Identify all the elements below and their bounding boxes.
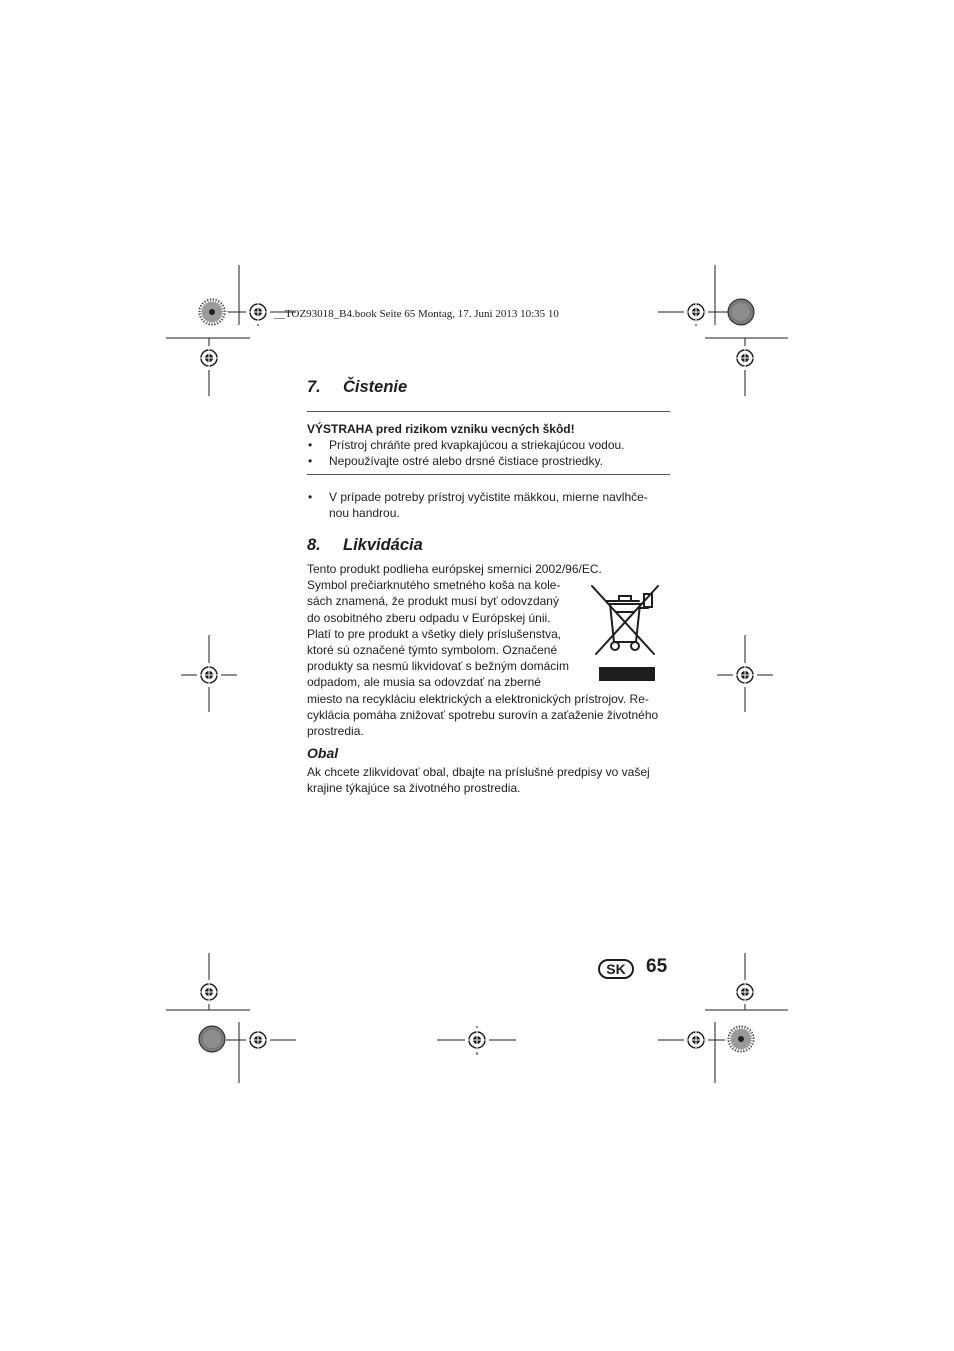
print-file-info: __TOZ93018_B4.book Seite 65 Montag, 17. Juni 2013 10:35 10 bbox=[274, 308, 559, 320]
packaging-paragraph: Ak chcete zlikvidovať obal, dbajte na príslušné predpisy vo vašej krajine týkajúce sa životného prostredia. bbox=[307, 765, 650, 796]
warning-box bbox=[307, 421, 670, 470]
warning-bottom-rule bbox=[307, 474, 670, 475]
warning-top-rule bbox=[307, 411, 670, 412]
warning-item: • Nepoužívajte ostré alebo drsné čistiace prostriedky. bbox=[308, 454, 603, 469]
section-7-number: 7. bbox=[307, 378, 321, 396]
warning-title: VÝSTRAHA pred rizikom vzniku vecných škôd! bbox=[307, 422, 575, 436]
packaging-heading: Obal bbox=[307, 745, 339, 761]
warning-item: • Prístroj chráňte pred kvapkajúcou a striekajúcou vodou. bbox=[308, 438, 625, 453]
disposal-paragraph: Tento produkt podlieha európskej smernici 2002/96/EC. Symbol prečiarknutého smetného koša na kole- sách znamená, že produkt musí byť odovzdaný do osobitného zberu odpadu v Európskej únii. Platí to pre produkt a všetky diely príslušenstva, ktoré sú označené týmto symbolom. Označené produkty sa nesmú likvidovať s bežným domácim odpadom, ale musia sa odovzdať na zberné miesto na recykláciu elektrických a elektronických prístrojov. Re- cyklácia pomáha znižovať spotrebu surovín a zaťaženie životného prostredia. bbox=[307, 562, 659, 739]
section-8-number: 8. bbox=[307, 536, 321, 554]
section-8-title: Likvidácia bbox=[343, 536, 423, 554]
cleaning-instruction: • V prípade potreby prístroj vyčistite mäkkou, mierne navlhče- nou handrou. bbox=[308, 490, 648, 521]
section-7-heading bbox=[307, 378, 407, 397]
section-7-title: Čistenie bbox=[343, 378, 408, 396]
crossed-out-wheelie-bin-icon bbox=[588, 582, 662, 682]
section-8-heading bbox=[307, 536, 423, 555]
language-badge: SK bbox=[598, 959, 634, 979]
page-number: 65 bbox=[646, 956, 668, 977]
